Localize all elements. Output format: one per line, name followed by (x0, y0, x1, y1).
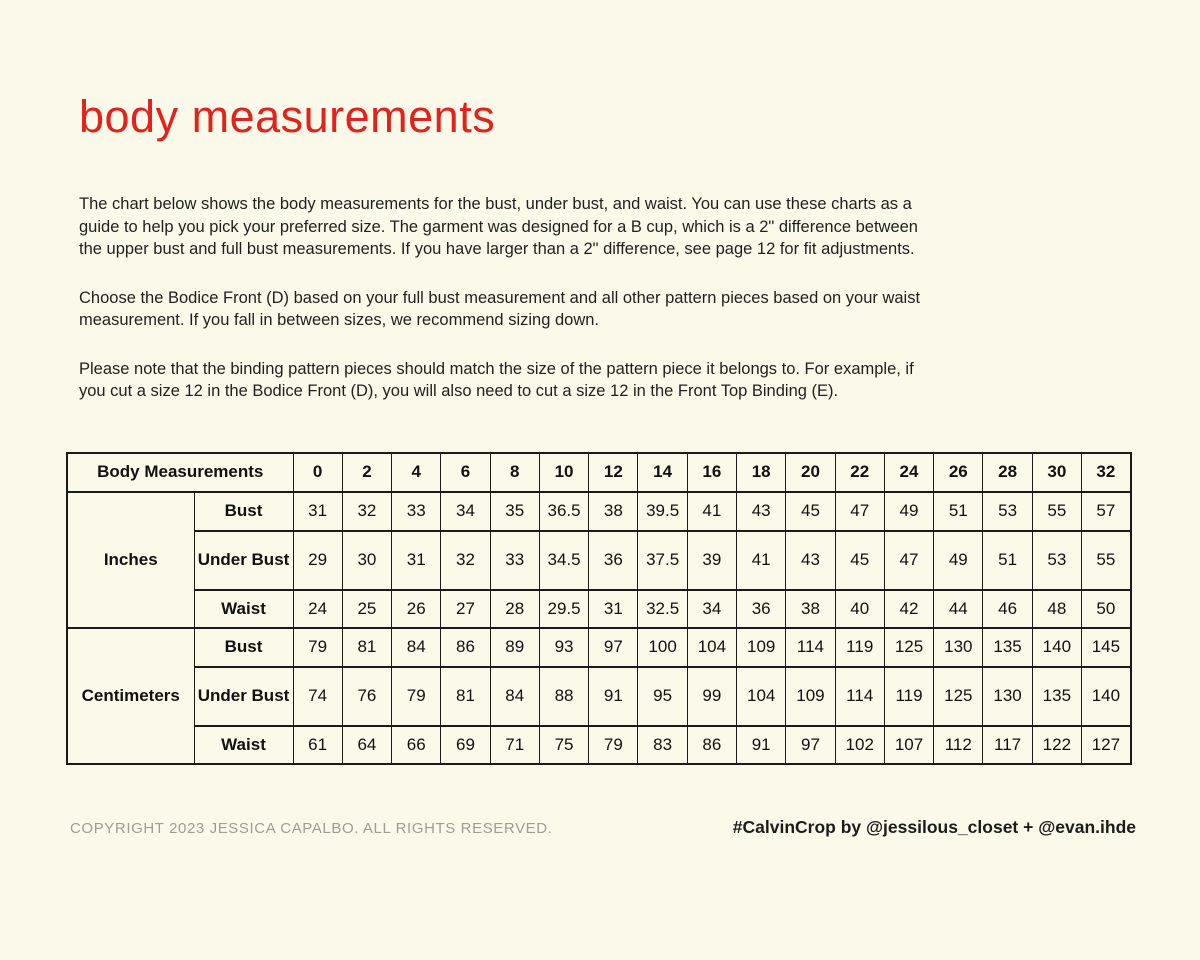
size-header: 2 (342, 453, 391, 492)
value-cell: 55 (1032, 492, 1081, 531)
value-cell: 114 (786, 628, 835, 667)
value-cell: 36 (737, 590, 786, 628)
measurement-row (67, 590, 1131, 628)
row-label-cell: Bust (194, 628, 293, 667)
value-cell: 29 (293, 531, 342, 590)
value-cell: 117 (983, 726, 1032, 764)
value-cell: 43 (786, 531, 835, 590)
size-header: 22 (835, 453, 884, 492)
copyright-text: COPYRIGHT 2023 JESSICA CAPALBO. ALL RIGHTS RESERVED. (70, 819, 553, 837)
size-header: 16 (687, 453, 736, 492)
value-cell: 46 (983, 590, 1032, 628)
value-cell: 38 (589, 492, 638, 531)
row-label-cell: Under Bust (194, 667, 293, 726)
value-cell: 84 (392, 628, 441, 667)
value-cell: 71 (490, 726, 539, 764)
value-cell: 114 (835, 667, 884, 726)
value-cell: 79 (293, 628, 342, 667)
value-cell: 33 (392, 492, 441, 531)
value-cell: 53 (1032, 531, 1081, 590)
value-cell: 24 (293, 590, 342, 628)
value-cell: 104 (687, 628, 736, 667)
measurement-row (67, 492, 1131, 531)
row-label-cell: Under Bust (194, 531, 293, 590)
value-cell: 25 (342, 590, 391, 628)
value-cell: 29.5 (539, 590, 588, 628)
value-cell: 49 (934, 531, 983, 590)
value-cell: 45 (786, 492, 835, 531)
value-cell: 41 (737, 531, 786, 590)
value-cell: 42 (884, 590, 933, 628)
value-cell: 119 (884, 667, 933, 726)
value-cell: 107 (884, 726, 933, 764)
value-cell: 27 (441, 590, 490, 628)
measurement-row (67, 667, 1131, 726)
size-header: 4 (392, 453, 441, 492)
row-label-cell: Bust (194, 492, 293, 531)
page-title: body measurements (79, 91, 496, 142)
value-cell: 86 (441, 628, 490, 667)
paragraph-size-chart-intro: The chart below shows the body measurements for the bust, under bust, and waist. You can use these charts as a guide to help you pick your preferred size. The garment was designed for a B cup, which is a 2" difference between the upper bust and full bust measurements. If you have larger than a 2" difference, see page 12 for fit adjustments. (79, 195, 918, 258)
measurements-table (66, 452, 1132, 765)
value-cell: 53 (983, 492, 1032, 531)
measurement-row (67, 628, 1131, 667)
value-cell: 81 (441, 667, 490, 726)
value-cell: 130 (934, 628, 983, 667)
value-cell: 104 (737, 667, 786, 726)
size-header: 32 (1082, 453, 1131, 492)
row-label-cell: Waist (194, 590, 293, 628)
value-cell: 97 (589, 628, 638, 667)
size-header: 28 (983, 453, 1032, 492)
value-cell: 55 (1082, 531, 1131, 590)
value-cell: 49 (884, 492, 933, 531)
value-cell: 47 (884, 531, 933, 590)
value-cell: 83 (638, 726, 687, 764)
value-cell: 125 (934, 667, 983, 726)
size-header: 24 (884, 453, 933, 492)
value-cell: 93 (539, 628, 588, 667)
value-cell: 34.5 (539, 531, 588, 590)
row-label-cell: Waist (194, 726, 293, 764)
value-cell: 51 (934, 492, 983, 531)
value-cell: 39.5 (638, 492, 687, 531)
value-cell: 32 (342, 492, 391, 531)
value-cell: 37.5 (638, 531, 687, 590)
value-cell: 140 (1032, 628, 1081, 667)
value-cell: 31 (293, 492, 342, 531)
value-cell: 30 (342, 531, 391, 590)
unit-cell: Inches (67, 492, 194, 628)
value-cell: 50 (1082, 590, 1131, 628)
table-title-cell: Body Measurements (67, 453, 293, 492)
credit-text: #CalvinCrop by @jessilous_closet + @evan.ihde (732, 816, 1136, 837)
value-cell: 39 (687, 531, 736, 590)
value-cell: 32.5 (638, 590, 687, 628)
value-cell: 51 (983, 531, 1032, 590)
value-cell: 89 (490, 628, 539, 667)
value-cell: 36 (589, 531, 638, 590)
size-header: 30 (1032, 453, 1081, 492)
value-cell: 135 (1032, 667, 1081, 726)
value-cell: 40 (835, 590, 884, 628)
unit-cell: Centimeters (67, 628, 194, 764)
value-cell: 81 (342, 628, 391, 667)
value-cell: 57 (1082, 492, 1131, 531)
value-cell: 88 (539, 667, 588, 726)
value-cell: 127 (1082, 726, 1131, 764)
value-cell: 47 (835, 492, 884, 531)
value-cell: 36.5 (539, 492, 588, 531)
value-cell: 112 (934, 726, 983, 764)
value-cell: 38 (786, 590, 835, 628)
value-cell: 48 (1032, 590, 1081, 628)
size-header: 0 (293, 453, 342, 492)
value-cell: 102 (835, 726, 884, 764)
value-cell: 61 (293, 726, 342, 764)
value-cell: 31 (589, 590, 638, 628)
page-footer (70, 817, 1136, 838)
value-cell: 99 (687, 667, 736, 726)
intro-text-block (79, 193, 931, 403)
value-cell: 26 (392, 590, 441, 628)
size-header: 6 (441, 453, 490, 492)
size-header: 8 (490, 453, 539, 492)
value-cell: 75 (539, 726, 588, 764)
value-cell: 125 (884, 628, 933, 667)
value-cell: 32 (441, 531, 490, 590)
value-cell: 41 (687, 492, 736, 531)
size-header: 12 (589, 453, 638, 492)
table-header-row (67, 453, 1131, 492)
value-cell: 140 (1082, 667, 1131, 726)
value-cell: 35 (490, 492, 539, 531)
value-cell: 91 (589, 667, 638, 726)
size-header: 10 (539, 453, 588, 492)
value-cell: 79 (392, 667, 441, 726)
value-cell: 31 (392, 531, 441, 590)
value-cell: 109 (786, 667, 835, 726)
value-cell: 43 (737, 492, 786, 531)
value-cell: 95 (638, 667, 687, 726)
value-cell: 130 (983, 667, 1032, 726)
value-cell: 33 (490, 531, 539, 590)
value-cell: 34 (441, 492, 490, 531)
value-cell: 145 (1082, 628, 1131, 667)
value-cell: 44 (934, 590, 983, 628)
value-cell: 34 (687, 590, 736, 628)
value-cell: 64 (342, 726, 391, 764)
value-cell: 45 (835, 531, 884, 590)
value-cell: 119 (835, 628, 884, 667)
value-cell: 86 (687, 726, 736, 764)
measurement-row (67, 726, 1131, 764)
size-header: 20 (786, 453, 835, 492)
value-cell: 66 (392, 726, 441, 764)
value-cell: 76 (342, 667, 391, 726)
size-header: 14 (638, 453, 687, 492)
value-cell: 91 (737, 726, 786, 764)
value-cell: 69 (441, 726, 490, 764)
value-cell: 135 (983, 628, 1032, 667)
value-cell: 74 (293, 667, 342, 726)
value-cell: 28 (490, 590, 539, 628)
size-header: 18 (737, 453, 786, 492)
value-cell: 100 (638, 628, 687, 667)
value-cell: 84 (490, 667, 539, 726)
value-cell: 122 (1032, 726, 1081, 764)
size-header: 26 (934, 453, 983, 492)
paragraph-size-selection: Choose the Bodice Front (D) based on your full bust measurement and all other pattern pieces based on your waist measurement. If you fall in between sizes, we recommend sizing down. (79, 288, 921, 329)
value-cell: 97 (786, 726, 835, 764)
measurement-row (67, 531, 1131, 590)
value-cell: 79 (589, 726, 638, 764)
paragraph-binding-note: Please note that the binding pattern pieces should match the size of the pattern piece it belongs to. For example, if you cut a size 12 in the Bodice Front (D), you will also need to cut a size 12 in the Front Top Binding (E). (79, 359, 914, 400)
value-cell: 109 (737, 628, 786, 667)
